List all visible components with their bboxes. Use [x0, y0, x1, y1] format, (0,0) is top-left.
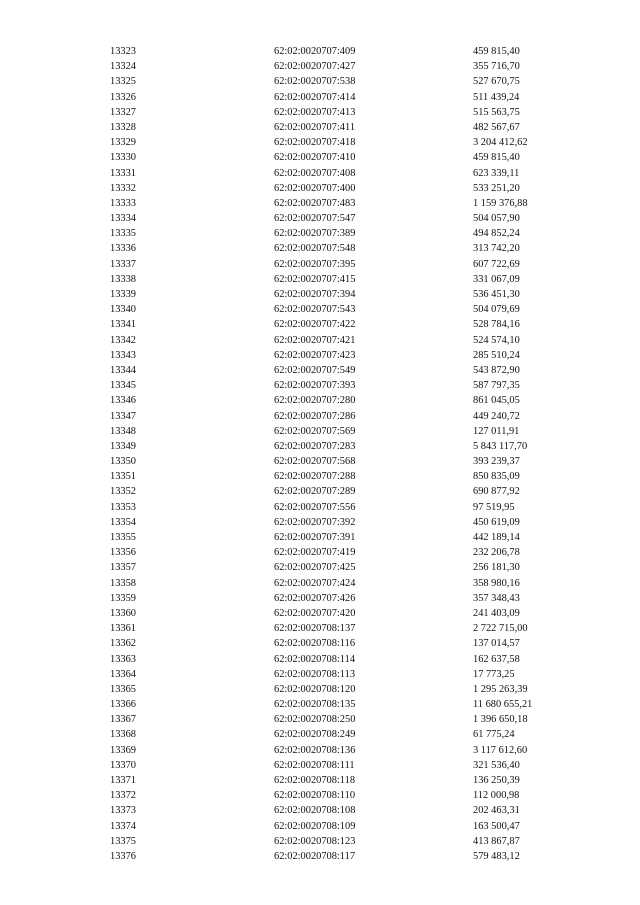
- row-number: 13347: [110, 410, 136, 422]
- cadastral-value: 136 250,39: [473, 775, 520, 786]
- table-row: [0, 317, 640, 332]
- table-row: [0, 393, 640, 408]
- table-row: [0, 105, 640, 120]
- cadastral-number: 62:02:0020707:288: [274, 471, 356, 483]
- row-number: 13345: [110, 380, 136, 392]
- table-row: [0, 181, 640, 196]
- cadastral-number: 62:02:0020707:538: [274, 76, 356, 88]
- row-number: 13376: [110, 850, 136, 862]
- cadastral-number: 62:02:0020707:421: [274, 334, 356, 346]
- row-number: 13354: [110, 516, 136, 528]
- row-number: 13339: [110, 289, 136, 300]
- table-row: [0, 834, 640, 849]
- cadastral-number: 62:02:0020707:568: [274, 456, 356, 468]
- cadastral-number: 62:02:0020707:289: [274, 486, 356, 498]
- table-row: [0, 74, 640, 89]
- row-number: 13337: [110, 258, 136, 270]
- table-row: [0, 773, 640, 788]
- row-number: 13365: [110, 683, 136, 695]
- row-number: 13364: [110, 668, 136, 680]
- cadastral-value: 3 204 412,62: [473, 137, 528, 149]
- row-number: 13340: [110, 304, 136, 316]
- row-number: 13338: [110, 273, 136, 285]
- table-row: [0, 591, 640, 606]
- cadastral-number: 62:02:0020708:113: [274, 668, 356, 680]
- cadastral-value: 579 483,12: [473, 850, 520, 862]
- row-number: 13324: [110, 61, 136, 73]
- table-row: [0, 424, 640, 439]
- cadastral-value: 331 067,09: [473, 273, 520, 285]
- cadastral-value: 137 014,57: [473, 638, 520, 650]
- cadastral-value: 1 396 650,18: [473, 714, 528, 726]
- cadastral-value: 504 057,90: [473, 213, 520, 225]
- cadastral-number: 62:02:0020708:123: [274, 835, 356, 847]
- table-row: [0, 606, 640, 621]
- table-row: [0, 758, 640, 773]
- cadastral-value-table: [0, 44, 640, 864]
- table-row: [0, 333, 640, 348]
- table-row: [0, 652, 640, 667]
- cadastral-number: 62:02:0020707:483: [274, 197, 356, 209]
- row-number: 13335: [110, 228, 136, 240]
- row-number: 13363: [110, 653, 136, 665]
- cadastral-number: 62:02:0020707:283: [274, 440, 356, 452]
- cadastral-value: 163 500,47: [473, 820, 520, 832]
- cadastral-number: 62:02:0020708:250: [274, 714, 356, 726]
- row-number: 13366: [110, 699, 136, 711]
- cadastral-value: 5 843 117,70: [473, 440, 528, 452]
- cadastral-number: 62:02:0020708:114: [274, 653, 356, 665]
- cadastral-number: 62:02:0020707:393: [274, 380, 356, 392]
- table-row: [0, 500, 640, 515]
- row-number: 13330: [110, 152, 136, 164]
- cadastral-number: 62:02:0020708:108: [274, 805, 356, 817]
- row-number: 13358: [110, 577, 136, 589]
- row-number: 13346: [110, 395, 136, 407]
- cadastral-value: 527 670,75: [473, 76, 520, 88]
- cadastral-value: 533 251,20: [473, 182, 520, 194]
- cadastral-number: 62:02:0020708:135: [274, 699, 356, 711]
- cadastral-value: 515 563,75: [473, 106, 520, 118]
- cadastral-number: 62:02:0020707:286: [274, 410, 356, 422]
- cadastral-value: 494 852,24: [473, 228, 520, 240]
- cadastral-value: 11 680 655,21: [473, 699, 533, 711]
- cadastral-number: 62:02:0020707:419: [274, 547, 356, 559]
- cadastral-number: 62:02:0020707:389: [274, 228, 356, 240]
- cadastral-value: 393 239,37: [473, 456, 520, 468]
- row-number: 13372: [110, 790, 136, 802]
- table-row: [0, 166, 640, 181]
- cadastral-value: 241 403,09: [473, 607, 520, 619]
- cadastral-value: 355 716,70: [473, 61, 520, 73]
- row-number: 13343: [110, 349, 136, 361]
- table-row: [0, 621, 640, 636]
- cadastral-value: 358 980,16: [473, 577, 520, 589]
- table-row: [0, 302, 640, 317]
- table-row: [0, 363, 640, 378]
- table-row: [0, 348, 640, 363]
- cadastral-value: 504 079,69: [473, 304, 520, 316]
- row-number: 13328: [110, 121, 136, 133]
- cadastral-number: 62:02:0020708:120: [274, 683, 356, 695]
- cadastral-number: 62:02:0020708:111: [274, 759, 355, 771]
- cadastral-number: 62:02:0020708:249: [274, 729, 356, 741]
- row-number: 13344: [110, 364, 136, 376]
- row-number: 13375: [110, 835, 136, 847]
- cadastral-value: 690 877,92: [473, 486, 520, 498]
- row-number: 13360: [110, 607, 136, 619]
- table-row: [0, 515, 640, 530]
- table-row: [0, 545, 640, 560]
- cadastral-value: 413 867,87: [473, 835, 520, 847]
- row-number: 13349: [110, 440, 136, 452]
- cadastral-number: 62:02:0020708:118: [274, 775, 356, 786]
- row-number: 13362: [110, 638, 136, 650]
- cadastral-number: 62:02:0020707:415: [274, 273, 356, 285]
- cadastral-number: 62:02:0020707:418: [274, 137, 356, 149]
- cadastral-number: 62:02:0020707:424: [274, 577, 356, 589]
- cadastral-value: 442 189,14: [473, 532, 520, 543]
- row-number: 13352: [110, 486, 136, 498]
- row-number: 13373: [110, 805, 136, 817]
- cadastral-number: 62:02:0020707:543: [274, 304, 356, 316]
- table-row: [0, 59, 640, 74]
- cadastral-number: 62:02:0020707:395: [274, 258, 356, 270]
- cadastral-value: 61 775,24: [473, 729, 515, 741]
- cadastral-number: 62:02:0020707:547: [274, 213, 356, 225]
- cadastral-value: 3 117 612,60: [473, 744, 528, 756]
- row-number: 13323: [110, 46, 136, 57]
- cadastral-number: 62:02:0020707:423: [274, 349, 356, 361]
- cadastral-number: 62:02:0020707:548: [274, 243, 356, 255]
- table-row: [0, 409, 640, 424]
- cadastral-value: 232 206,78: [473, 547, 520, 559]
- cadastral-number: 62:02:0020708:116: [274, 638, 356, 650]
- table-row: [0, 712, 640, 727]
- table-row: [0, 211, 640, 226]
- cadastral-number: 62:02:0020707:556: [274, 501, 356, 513]
- row-number: 13361: [110, 623, 136, 635]
- cadastral-value: 536 451,30: [473, 289, 520, 300]
- cadastral-value: 17 773,25: [473, 668, 515, 680]
- row-number: 13350: [110, 456, 136, 468]
- row-number: 13336: [110, 243, 136, 255]
- row-number: 13371: [110, 775, 136, 786]
- cadastral-value: 321 536,40: [473, 759, 520, 771]
- table-row: [0, 469, 640, 484]
- cadastral-number: 62:02:0020707:400: [274, 182, 356, 194]
- table-row: [0, 697, 640, 712]
- row-number: 13334: [110, 213, 136, 225]
- cadastral-value: 459 815,40: [473, 152, 520, 164]
- table-row: [0, 743, 640, 758]
- row-number: 13369: [110, 744, 136, 756]
- cadastral-value: 450 619,09: [473, 516, 520, 528]
- cadastral-value: 482 567,67: [473, 121, 520, 133]
- table-row: [0, 135, 640, 150]
- table-row: [0, 44, 640, 59]
- cadastral-number: 62:02:0020707:427: [274, 61, 356, 73]
- row-number: 13374: [110, 820, 136, 832]
- cadastral-value: 587 797,35: [473, 380, 520, 392]
- cadastral-value: 1 159 376,88: [473, 197, 528, 209]
- row-number: 13356: [110, 547, 136, 559]
- table-row: [0, 150, 640, 165]
- cadastral-value: 256 181,30: [473, 562, 520, 574]
- cadastral-number: 62:02:0020708:137: [274, 623, 356, 635]
- cadastral-number: 62:02:0020708:109: [274, 820, 356, 832]
- row-number: 13368: [110, 729, 136, 741]
- cadastral-value: 313 742,20: [473, 243, 520, 255]
- cadastral-number: 62:02:0020707:410: [274, 152, 356, 164]
- table-row: [0, 90, 640, 105]
- cadastral-value: 459 815,40: [473, 46, 520, 57]
- table-row: [0, 226, 640, 241]
- table-row: [0, 727, 640, 742]
- table-row: [0, 484, 640, 499]
- row-number: 13353: [110, 501, 136, 513]
- cadastral-value: 285 510,24: [473, 349, 520, 361]
- table-row: [0, 819, 640, 834]
- table-row: [0, 439, 640, 454]
- table-row: [0, 241, 640, 256]
- cadastral-value: 449 240,72: [473, 410, 520, 422]
- cadastral-value: 623 339,11: [473, 167, 520, 179]
- table-row: [0, 803, 640, 818]
- cadastral-value: 97 519,95: [473, 501, 515, 513]
- cadastral-value: 850 835,09: [473, 471, 520, 483]
- cadastral-value: 1 295 263,39: [473, 683, 528, 695]
- table-row: [0, 636, 640, 651]
- row-number: 13348: [110, 425, 136, 437]
- cadastral-number: 62:02:0020707:426: [274, 592, 356, 604]
- cadastral-number: 62:02:0020707:391: [274, 532, 356, 543]
- cadastral-value: 607 722,69: [473, 258, 520, 270]
- row-number: 13332: [110, 182, 136, 194]
- cadastral-number: 62:02:0020707:422: [274, 319, 356, 331]
- cadastral-value: 112 000,98: [473, 790, 520, 802]
- cadastral-number: 62:02:0020707:413: [274, 106, 356, 118]
- cadastral-value: 524 574,10: [473, 334, 520, 346]
- table-row: [0, 120, 640, 135]
- table-row: [0, 272, 640, 287]
- row-number: 13355: [110, 532, 136, 543]
- cadastral-value: 357 348,43: [473, 592, 520, 604]
- cadastral-number: 62:02:0020707:280: [274, 395, 356, 407]
- row-number: 13329: [110, 137, 136, 149]
- row-number: 13326: [110, 91, 136, 103]
- table-row: [0, 257, 640, 272]
- cadastral-number: 62:02:0020707:394: [274, 289, 356, 300]
- row-number: 13341: [110, 319, 136, 331]
- row-number: 13357: [110, 562, 136, 574]
- table-row: [0, 667, 640, 682]
- cadastral-value: 511 439,24: [473, 91, 520, 103]
- table-row: [0, 454, 640, 469]
- table-row: [0, 378, 640, 393]
- cadastral-number: 62:02:0020707:569: [274, 425, 356, 437]
- cadastral-number: 62:02:0020707:408: [274, 167, 356, 179]
- cadastral-number: 62:02:0020707:425: [274, 562, 356, 574]
- row-number: 13333: [110, 197, 136, 209]
- cadastral-number: 62:02:0020708:136: [274, 744, 356, 756]
- cadastral-value: 202 463,31: [473, 805, 520, 817]
- row-number: 13370: [110, 759, 136, 771]
- cadastral-number: 62:02:0020707:549: [274, 364, 356, 376]
- cadastral-number: 62:02:0020707:409: [274, 46, 356, 57]
- row-number: 13342: [110, 334, 136, 346]
- row-number: 13327: [110, 106, 136, 118]
- table-row: [0, 682, 640, 697]
- cadastral-number: 62:02:0020707:414: [274, 91, 356, 103]
- cadastral-value: 2 722 715,00: [473, 623, 528, 635]
- cadastral-value: 861 045,05: [473, 395, 520, 407]
- cadastral-value: 528 784,16: [473, 319, 520, 331]
- row-number: 13325: [110, 76, 136, 88]
- cadastral-value: 127 011,91: [473, 425, 520, 437]
- table-row: [0, 530, 640, 545]
- cadastral-number: 62:02:0020707:420: [274, 607, 356, 619]
- table-row: [0, 196, 640, 211]
- cadastral-number: 62:02:0020707:411: [274, 121, 356, 133]
- table-row: [0, 788, 640, 803]
- table-row: [0, 560, 640, 575]
- cadastral-value: 162 637,58: [473, 653, 520, 665]
- table-row: [0, 576, 640, 591]
- cadastral-number: 62:02:0020708:117: [274, 850, 356, 862]
- cadastral-number: 62:02:0020708:110: [274, 790, 356, 802]
- row-number: 13331: [110, 167, 136, 179]
- cadastral-value: 543 872,90: [473, 364, 520, 376]
- row-number: 13359: [110, 592, 136, 604]
- table-row: [0, 287, 640, 302]
- row-number: 13351: [110, 471, 136, 483]
- row-number: 13367: [110, 714, 136, 726]
- table-row: [0, 849, 640, 864]
- cadastral-number: 62:02:0020707:392: [274, 516, 356, 528]
